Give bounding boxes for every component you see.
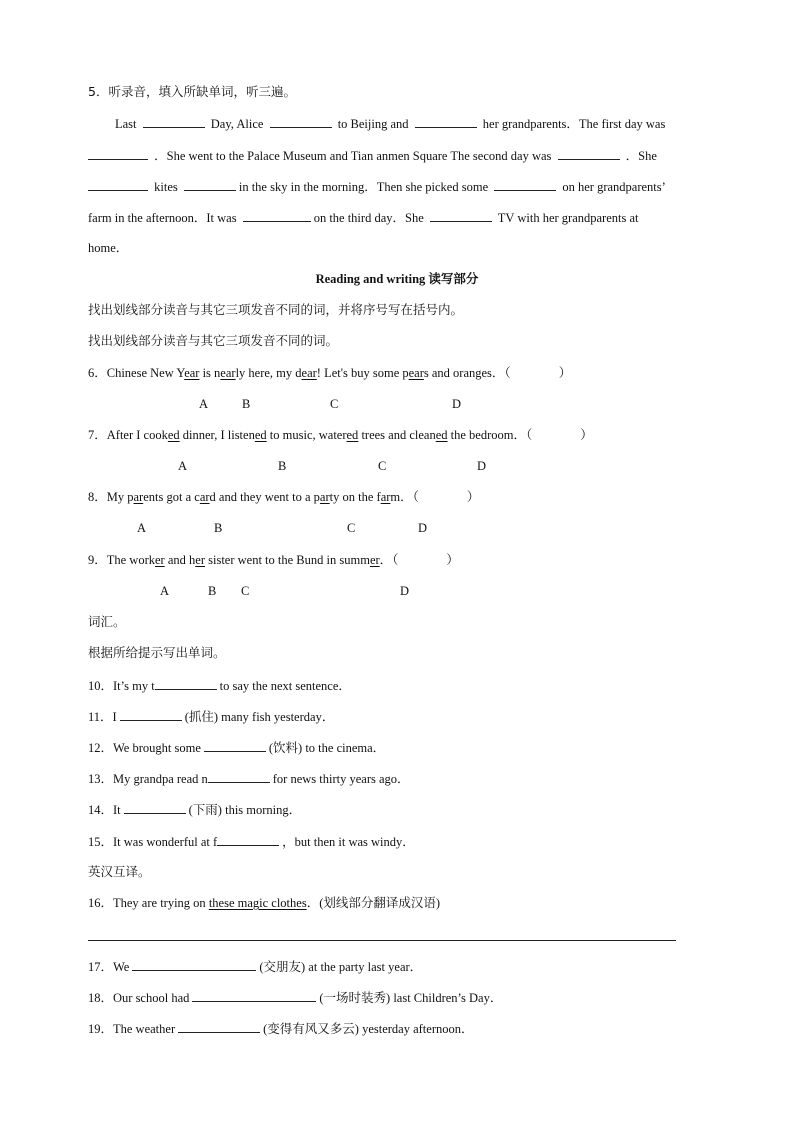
q8-options [0,520,794,536]
answer-blank[interactable] [88,147,148,160]
answer-blank[interactable] [192,989,316,1002]
option-d: D [400,584,410,598]
q15-text: ，but then it was windy． [282,835,415,849]
option-a: A [137,521,147,535]
q5-text: kites [154,180,178,194]
q13-text: for news thirty years ago． [272,772,410,786]
q15-line [88,833,415,850]
q5-line-1 [115,115,665,132]
q6-options [0,396,794,412]
answer-blank[interactable] [155,677,217,690]
option-b: B [242,397,251,411]
q9-text: and h [164,553,196,567]
option-a: A [199,397,209,411]
q14-text: (下雨) this morning． [188,803,302,817]
q6-text: ） [558,366,572,380]
q9-text: sister went to the Bund in summ [205,553,370,567]
vocab-instruction: 根据所给提示写出单词。 [88,645,226,660]
q7-text: ） [580,428,593,442]
option-d: D [452,397,462,411]
q19-text: 19．The weather [88,1022,176,1036]
pron-instruction-2: 找出划线部分读音与其它三项发音不同的词。 [88,333,339,348]
answer-blank[interactable] [132,958,256,971]
q7-underlined-d: ed [435,428,448,442]
q5-line-3 [88,178,666,195]
q9-text: ） [446,553,459,567]
answer-blank[interactable] [494,178,556,191]
q6-text: s and oranges．（ [423,366,511,380]
q7-underlined-a: ed [167,428,180,442]
q7-options [0,458,794,474]
q5-text: Day, Alice [210,117,264,131]
q16-text: ．(划线部分翻译成汉语) [306,896,441,910]
option-d: D [418,521,428,535]
q9-text: 9．The work [88,553,155,567]
answer-blank[interactable] [208,770,270,783]
option-c: C [378,459,387,473]
q9-text: ．（ [379,553,399,567]
q16-text: 16．They are trying on [88,896,209,910]
q6-text: ! Let's buy some p [316,366,409,380]
q6-underlined-c: ear [301,366,317,380]
q17-line [88,958,422,975]
q8-underlined-c: ar [319,490,330,504]
trans-title: 英汉互译。 [88,864,151,879]
answer-blank[interactable] [88,178,148,191]
q5-text: on the third day．She [313,211,424,225]
q12-text: (饮料) to the cinema． [268,741,386,755]
q18-text: 18．Our school had [88,991,190,1005]
q5-line-4 [88,209,638,226]
answer-blank[interactable] [178,1020,260,1033]
q7-line [88,427,593,443]
q6-underlined-a: ear [184,366,200,380]
q8-text: d and they went to a p [209,490,320,504]
q6-text: 6．Chinese New Y [88,366,185,380]
answer-blank[interactable] [184,178,236,191]
q7-text: 7．After I cook [88,428,168,442]
q7-text: to music, water [266,428,347,442]
q5-text: ．She went to the Palace Museum and Tian anmen Square The second day was [154,149,552,163]
option-c: C [241,584,250,598]
q16-answer-line[interactable] [88,940,676,941]
answer-blank[interactable] [270,115,332,128]
q8-text: 8．My p [88,490,134,504]
q5-text: farm in the afternoon．It was [88,211,237,225]
option-c: C [347,521,356,535]
q8-line [88,489,479,505]
q9-underlined-b: er [195,553,205,567]
answer-blank[interactable] [143,115,205,128]
q12-text: 12．We brought some [88,741,201,755]
q7-text: the bedroom．（ [447,428,533,442]
q12-line [88,739,385,756]
q5-text: her grandparents．The first day was [482,117,666,131]
q8-underlined-a: ar [133,490,144,504]
q5-line-2 [88,147,657,164]
q10-line [88,677,351,694]
q13-text: 13．My grandpa read n [88,772,208,786]
q5-line-5: home． [88,241,129,255]
q13-line [88,770,410,787]
q7-text: trees and clean [358,428,436,442]
q10-text: to say the next sentence． [219,679,351,693]
q5-title: 5．听录音，填入所缺单词，听三遍。 [88,84,296,99]
q18-text: (一场时装秀) last Children’s Day． [319,991,503,1005]
q18-line [88,989,502,1006]
q19-text: (变得有风又多云) yesterday afternoon． [263,1022,474,1036]
q11-text: 11．I [88,710,117,724]
answer-blank[interactable] [415,115,477,128]
option-d: D [477,459,487,473]
q8-text: ） [466,490,480,504]
pron-instruction-1: 找出划线部分读音与其它三项发音不同的词，并将序号写在括号内。 [88,302,464,317]
q8-text: m．（ [390,490,419,504]
answer-blank[interactable] [124,801,186,814]
q16-underlined: these magic clothes [208,896,307,910]
q10-text: 10．It’s my t [88,679,155,693]
q5-text: ．She [625,149,657,163]
q11-line [88,708,334,725]
answer-blank[interactable] [204,739,266,752]
answer-blank[interactable] [430,209,492,222]
q9-underlined-c: er [369,553,380,567]
option-a: A [178,459,188,473]
q6-underlined-b: ear [220,366,236,380]
q8-text: ty on the f [329,490,381,504]
option-b: B [214,521,223,535]
q17-text: 17．We [88,960,130,974]
q6-line [88,365,571,381]
q5-text: in the sky in the morning．Then she picked some [238,180,489,194]
answer-blank[interactable] [120,708,182,721]
q17-text: (交朋友) at the party last year． [259,960,423,974]
q14-line [88,801,301,818]
q6-underlined-d: ear [408,366,424,380]
option-c: C [330,397,339,411]
vocab-title: 词汇。 [88,614,126,629]
q9-options [0,583,794,599]
q8-underlined-b: ar [199,490,210,504]
q11-text: (抓住) many fish yesterday． [184,710,335,724]
q7-text: dinner, I listen [179,428,255,442]
q8-text: ents got a c [143,490,200,504]
answer-blank[interactable] [243,209,311,222]
section-heading: Reading and writing 读写部分 [315,272,479,286]
q14-text: 14．It [88,803,121,817]
answer-blank[interactable] [217,833,279,846]
q5-text: Last [115,117,137,131]
q19-line [88,1020,474,1037]
q9-line [88,552,459,568]
q5-text: to Beijing and [337,117,409,131]
q15-text: 15．It was wonderful at f [88,835,218,849]
option-b: B [278,459,287,473]
answer-blank[interactable] [558,147,620,160]
q5-text: on her grandparents’ [562,180,666,194]
q6-text: is n [199,366,221,380]
q7-underlined-c: ed [346,428,359,442]
q5-text: TV with her grandparents at [497,211,639,225]
q6-text: ly here, my d [235,366,302,380]
q9-underlined-a: er [155,553,165,567]
q7-underlined-b: ed [254,428,267,442]
option-b: B [208,584,217,598]
option-a: A [160,584,170,598]
q16-line [88,895,440,911]
q8-underlined-d: ar [380,490,391,504]
